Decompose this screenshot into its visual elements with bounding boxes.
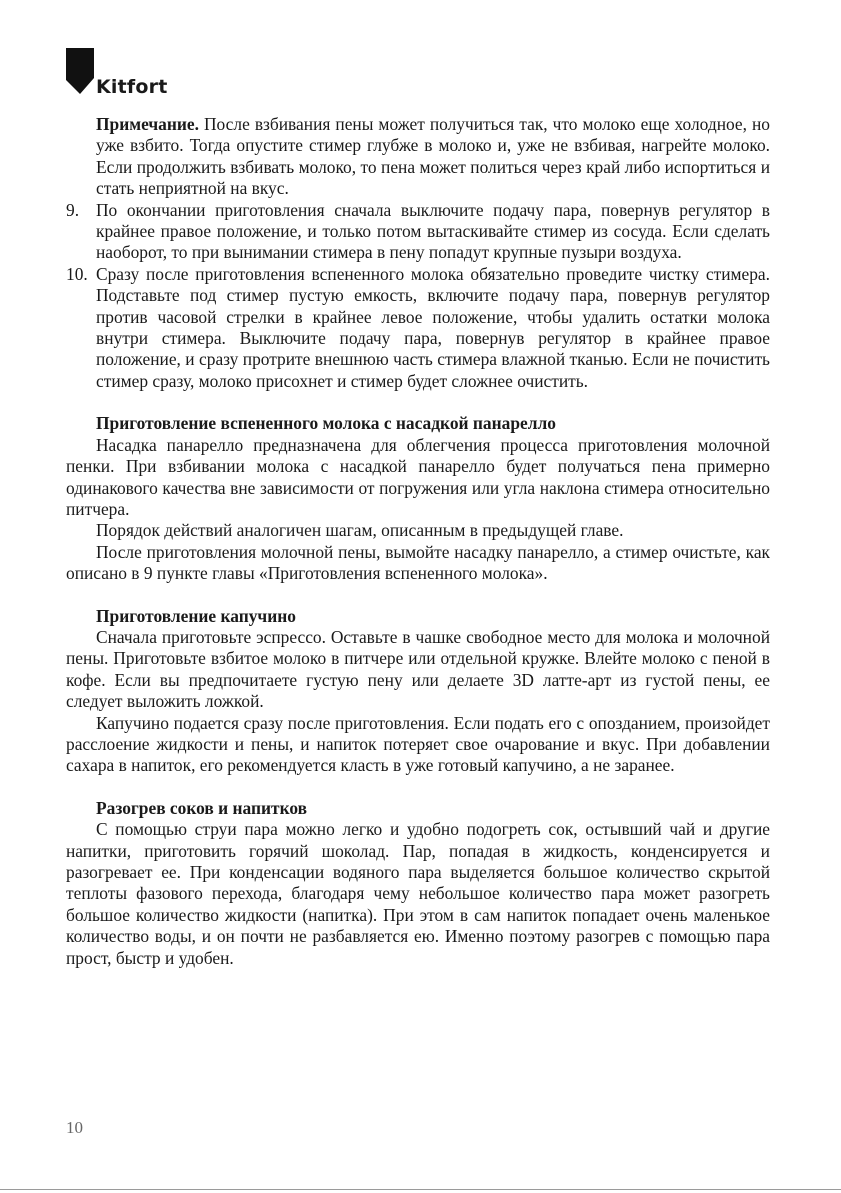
section-paragraph: С помощью струи пара можно легко и удобно подогреть сок, остывший чай и другие напитки, приготовить горячий шоколад. Пар, попадая в жидкость, конденсируется и разогревает ее. При конденсации водяного пара выделяется большое количество скрытой теплоты фазового перехода, благодаря чему небольшое количество пара может разогреть большое количество жидкости (напитка). При этом в сам напиток попадает очень маленькое количество воды, и он почти не разбавляется ею. Именно поэтому разогрев с помощью пара прост, быстр и удобен. [66,819,770,968]
logo-text: Kitfort [96,76,168,98]
step-item [66,264,770,392]
note-text: После взбивания пены может получиться так, что молоко еще холодное, но уже взбито. Тогда опустите стимер глубже в молоко и, уже не взбивая, нагрейте молоко. Если продолжить взбивать молоко, то пена может политься через край либо испортиться и стать неприятной на вкус. [96,114,770,199]
section-paragraph: После приготовления молочной пены, вымойте насадку панарелло, а стимер очистьте, как описано в 9 пункте главы «Приготовления вспененного молока». [66,541,770,584]
step-text: Сразу после приготовления вспененного молока обязательно проведите чистку стимера. Подставьте под стимер пустую емкость, включите подачу пара, повернув регулятор против часовой стрелки в крайнее левое положение, чтобы удалить остатки молока внутри стимера. Выключите подачу пара, повернув регулятор в крайнее правое положение, и сразу протрите внешнюю часть стимера влажной тканью. Если не почистить стимер сразу, молоко присохнет и стимер будет сложнее очистить. [96,263,770,391]
kitfort-logo-mark-icon [66,48,96,96]
section-heading: Разогрев соков и напитков [96,797,308,818]
page-bottom-divider [0,1189,841,1190]
section-heading: Приготовление капучино [96,605,296,626]
page-number: 10 [66,1118,83,1137]
section-paragraph: Насадка панарелло предназначена для облегчения процесса приготовления молочной пенки. При взбивании молока с насадкой панарелло будет получаться пена примерно одинакового качества вне зависимости от погружения или угла наклона стимера относительно питчера. [66,434,770,519]
step-number: 10. [66,263,88,284]
step-item [66,200,770,264]
note-paragraph [66,114,770,200]
section-heading: Приготовление вспененного молока с насадкой панарелло [96,413,556,434]
section-paragraph: Сначала приготовьте эспрессо. Оставьте в чашке свободное место для молока и молочной пены. Приготовьте взбитое молоко в питчере или отдельной кружке. Влейте молоко с пеной в кофе. Если вы предпочитаете густую пену или делаете 3D латте-арт из густой пены, ее следует выложить ложкой. [66,626,770,712]
note-label: Примечание. [96,114,199,134]
step-text: По окончании приготовления сначала выключите подачу пара, повернув регулятор в крайнее правое положение, и только потом вытаскивайте стимер из сосуда. Если сделать наоборот, то при вынимании стимера в пену попадут крупные пузыри воздуха. [96,199,770,263]
step-number: 9. [66,199,80,220]
kitfort-logo [66,48,176,100]
section-paragraph: Капучино подается сразу после приготовления. Если подать его с опозданием, произойдет расслоение жидкости и пены, и напиток потеряет свое очарование и вкус. При добавлении сахара в напиток, его рекомендуется класть в уже готовый капучино, а не заранее. [66,712,770,776]
section-paragraph: Порядок действий аналогичен шагам, описанным в предыдущей главе. [96,520,624,541]
body-text [66,114,770,969]
